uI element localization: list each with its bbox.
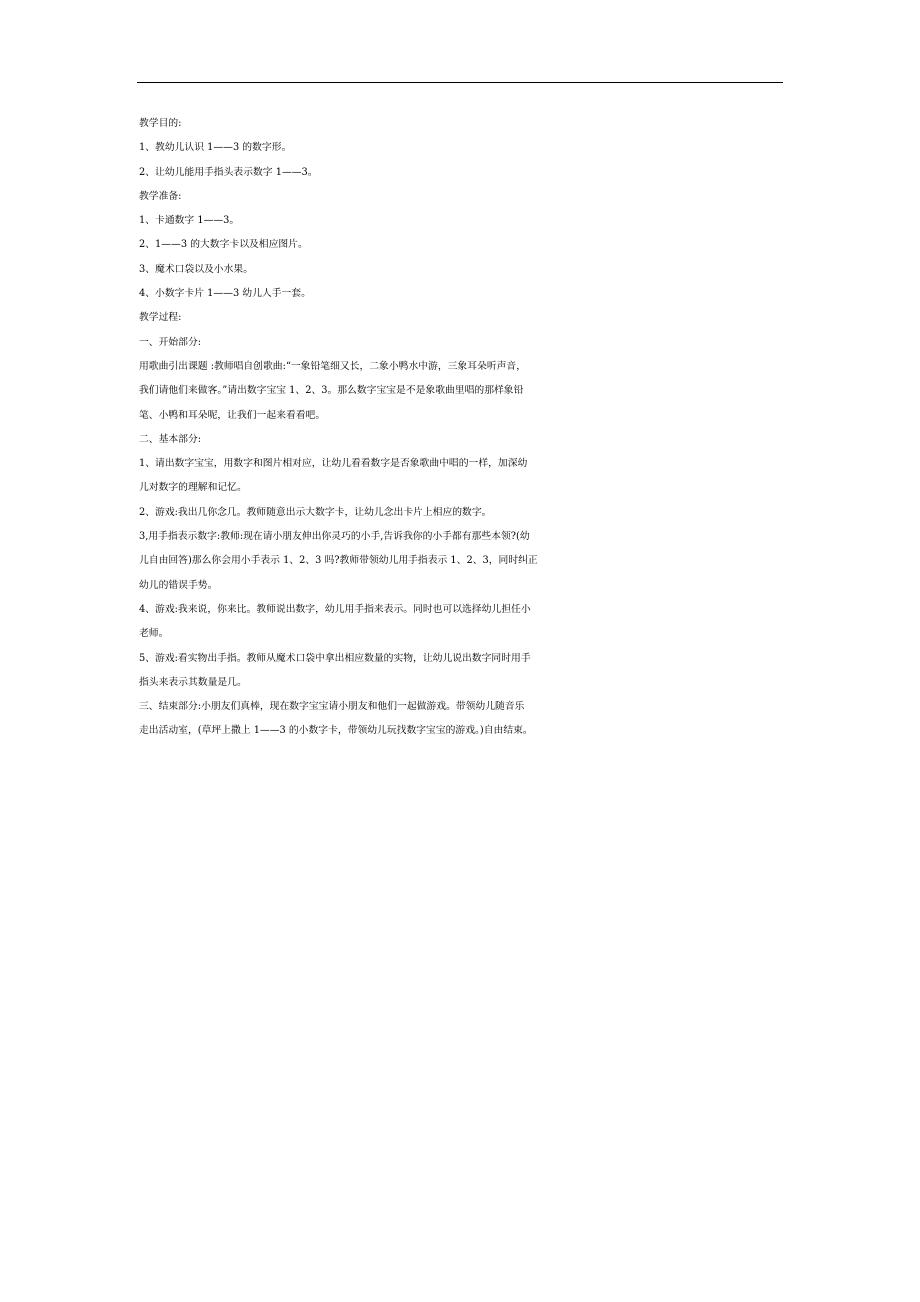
paragraph-line: 我们请他们来做客。”请出数字宝宝 1、2、3。那么数字宝宝是不是象歌曲里唱的那样象铅 [139,385,524,397]
paragraph-line: 指头来表示其数量是几。 [139,676,247,688]
paragraph-line: 幼儿的错误手势。 [139,579,218,591]
paragraph-line: 笔、小鸭和耳朵呢，让我们一起来看看吧。 [139,409,326,421]
paragraph-line: 5、游戏:看实物出手指。教师从魔术口袋中拿出相应数量的实物，让幼儿说出数字同时用手 [139,652,531,664]
paragraph-line: 用歌曲引出课题 :教师唱自创歌曲:“一象铅笔细又长，二象小鸭水中游，三象耳朵听声音， [139,360,527,372]
paragraph-line: 3,用手指表示数字:教师:现在请小朋友伸出你灵巧的小手,告诉我你的小手都有那些本领?(幼 [139,531,530,543]
paragraph-line: 2、游戏:我出几你念几。教师随意出示大数字卡，让幼儿念出卡片上相应的数字。 [139,506,492,518]
document-body [139,112,799,744]
paragraph-line: 4、游戏:我来说，你来比。教师说出数字，幼儿用手指来表示。同时也可以选择幼儿担任小 [139,603,531,615]
preparation-item: 3、魔术口袋以及小水果。 [139,263,253,275]
section-heading-objectives: 教学目的: [139,118,182,129]
objective-item: 2、让幼儿能用手指头表示数字 1——3。 [139,166,318,178]
section-heading-preparation: 教学准备: [139,190,182,202]
paragraph-line: 儿对数字的理解和记忆。 [139,482,247,494]
preparation-item: 4、小数字卡片 1——3 幼儿人手一套。 [139,288,311,300]
paragraph-line: 儿自由回答)那么你会用小手表示 1、2、3 吗?教师带领幼儿用手指表示 1、2、3，同时纠正 [139,555,538,567]
objective-item: 1、教幼儿认识 1——3 的数字形。 [139,142,292,154]
section-heading-process: 教学过程: [139,312,182,324]
preparation-item: 2、1——3 的大数字卡以及相应图片。 [139,239,308,251]
header-rule [137,82,783,83]
paragraph-line: 老师。 [139,628,169,640]
paragraph-line: 三、结束部分:小朋友们真棒，现在数字宝宝请小朋友和他们一起做游戏。带领幼儿随音乐 [139,701,525,713]
paragraph-line: 1、请出数字宝宝，用数字和图片相对应，让幼儿看看数字是否象歌曲中唱的一样，加深幼 [139,458,528,470]
subsection-heading-start: 一、开始部分: [139,336,202,348]
preparation-item: 1、卡通数字 1——3。 [139,215,240,227]
subsection-heading-basic: 二、基本部分: [139,433,202,445]
paragraph-line: 走出活动室，(草坪上撒上 1——3 的小数字卡，带领幼儿玩找数字宝宝的游戏。)自由结束。 [139,725,533,737]
